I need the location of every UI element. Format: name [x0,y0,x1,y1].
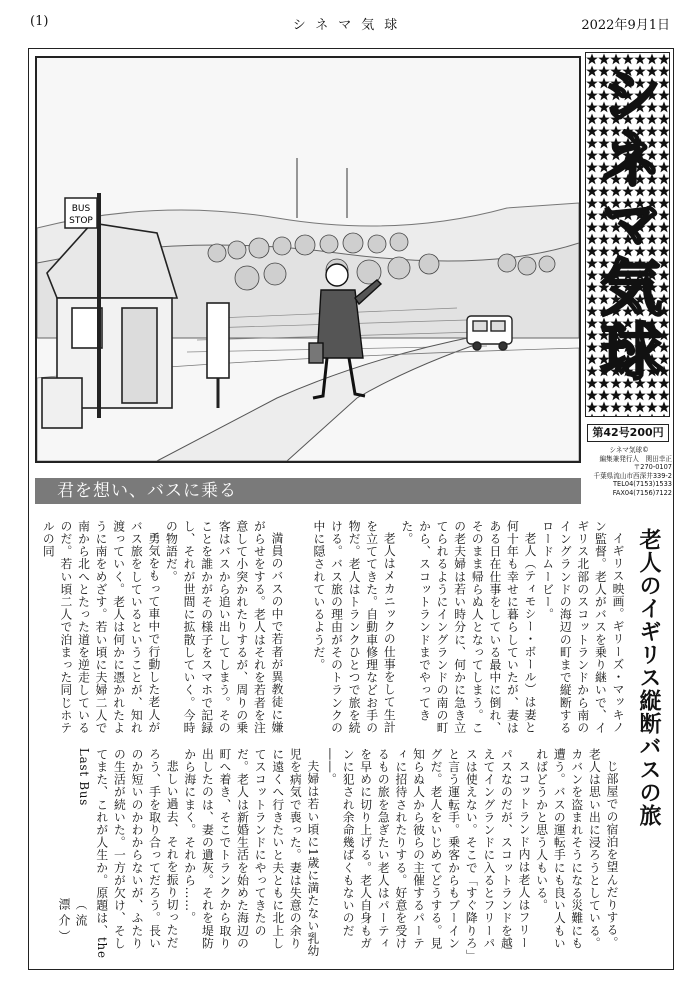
paragraph: イギリス映画。ギリーズ・マッキノン監督。老人がバスを乗り継いで、イギリス北部のスコットランドから南のイングランドの海辺の町まで縦断するロードムービー。 [540,520,625,735]
paragraph: 勇気をもって車中で行動した老人がバス旅をしているということが、知れ渡っていく。老人は何かに憑かれたように南をめざす。若い頃に夫婦二人で南から北へとたった道を逆走しているのだ。若い頃二人で泊まった同じホテルの同 [41,520,161,735]
publisher-name: シネマ気球© [609,446,649,454]
publisher-editor: 編集兼発行人 関田幸正 [599,454,672,463]
issue-number: 第42号200円 [587,424,669,442]
page-header [30,14,670,34]
article-column-2 [30,520,285,735]
paragraph: スコットランド内は老人はフリーパスなのだが、スコットランドを越えてイングランドに入るとフリーパスは使えない。そこで「すぐ降りろ」と言う運転手。乗客からもブーイングだ。老人をいじめてどうする。見知らぬ人から彼らの主催するパーティに招待されたりする。好意を受けるもの旅を急ぎたい老人はパーティを早めに切り上げる。老人自身もガンに犯され余命幾ばくもないのだ――。 [323,748,532,957]
article-column-1 [290,520,626,735]
illustration-bus-stop [35,56,581,463]
paragraph: 老人はメカニックの仕事をして生計を立ててきた。自動車修理などお手の物だ。老人はトランクひとつで旅を続ける。バス旅の理由がそのトランクの中に隠されているようだ。 [311,520,397,735]
article-column-3 [60,748,620,960]
publisher-postal: 〒270-0107 [633,463,672,472]
paragraph: 満員のバスの中で若者が異教徒に嫌がらせをする。老人はそれを若者を注意して小突かれたりするが、周りの乗客はバスから追い出してしまう。そのことを誰かがその様子をスマホで記録し、それが世間に拡散していく。今時の物語だ。 [164,520,284,735]
publisher-address: 千葉県流山市西深井339-2 [593,471,672,480]
article-signature: （流 漂介） [57,898,88,946]
paragraph: 悲しい過去、それを振り切っただろう、手を取り合ってだろう。長いのか短いのかわからないが、ふたりの生活が続いた。一方が欠け、そしてまた、これが人生か。原題は、the Last Bus [77,748,180,959]
article-headline: 老人のイギリス縦断バスの旅 [636,528,661,827]
masthead [585,52,670,417]
publisher-fax: FAX04(7156)7122 [612,488,672,497]
page-number: (1) [30,14,49,29]
masthead-title: シネマ気球 [590,63,663,383]
sign-text-bus: BUS [71,204,91,214]
header-masthead: シネマ気球 [292,18,408,33]
paragraph: 老人（ティモシー・ボール）は妻と何十年も幸せに暮らしていたが、妻はある日在仕事をしている最中に倒れ、そのまま帰らぬ人となってしまう。この老夫婦は若い時分に、何かに急き立てられるようにイングランドの南の町から、スコットランドまでやってきた。 [399,520,538,735]
article-title-bar: 君を想い、バスに乗る [35,478,581,504]
paragraph: じ部屋での宿泊を望んだりする。老人は思い出に浸ろうとしている。カバンを盗まれそうになる災難にも遭う。バスの運転手にも良い人もいればどうかと思う人もいる。 [534,748,619,950]
paragraph: 夫婦は若い頃に1歳に満たない乳幼児を病気で喪った。妻は失意の余りに遠くへ行きたいと夫ともに北上してスコットランドにやってきたのだ。老人は新婚生活を始めた海辺の町へ着き、そこでトランクから取り出したのは、妻の遺灰。それを堤防から海にまく。それから……。 [182,748,320,958]
issue-date: 2022年9月1日 [581,18,670,33]
publisher-info [586,446,672,498]
publisher-tel: TEL04(7153)1533 [613,480,672,489]
sign-text-stop: STOP [69,216,93,226]
